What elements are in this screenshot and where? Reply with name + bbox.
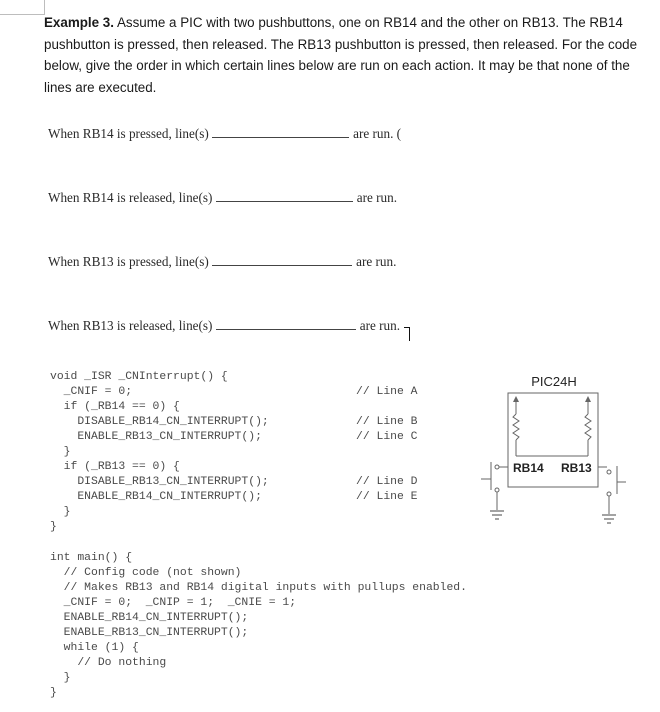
line-b-comment: // Line B	[356, 416, 418, 428]
code-line: }	[50, 506, 71, 518]
intro-line-3: below, give the order in which certain lines below are run on each action. It may be that none of the	[44, 58, 630, 74]
line-c-comment: // Line C	[356, 431, 418, 443]
code-line: // Config code (not shown)	[50, 567, 242, 579]
code-line: // Makes RB13 and RB14 digital inputs with pullups enabled.	[50, 582, 467, 594]
pin-label-rb13: RB13	[561, 461, 592, 475]
code-line: }	[50, 672, 71, 684]
answer-blank-rb13-pressed[interactable]	[212, 264, 352, 266]
code-line: }	[50, 687, 57, 699]
ground-icon	[602, 515, 616, 523]
question-rb14-pressed: When RB14 is pressed, line(s) are run. (	[48, 126, 402, 141]
code-line: // Do nothing	[50, 657, 167, 669]
ground-icon	[490, 511, 504, 519]
question-rb13-released: When RB13 is released, line(s) are run.	[48, 318, 401, 333]
code-line: void _ISR _CNInterrupt() {	[50, 371, 228, 383]
vdd-arrow-icon	[585, 396, 591, 402]
pullup-resistor-rb14	[513, 400, 519, 456]
pushbutton-rb14	[481, 462, 508, 510]
code-line: DISABLE_RB13_CN_INTERRUPT();	[50, 476, 269, 488]
code-line: _CNIF = 0; _CNIP = 1; _CNIE = 1;	[50, 597, 297, 609]
isr-code-block	[50, 370, 269, 535]
code-line: ENABLE_RB14_CN_INTERRUPT();	[50, 612, 249, 624]
question-rb14-released: When RB14 is released, line(s) are run.	[48, 190, 398, 205]
code-line: int main() {	[50, 552, 133, 564]
example-label: Example 3.	[44, 15, 114, 30]
main-code-block	[50, 551, 467, 701]
intro-line-4: lines are executed.	[44, 79, 157, 95]
pushbutton-circuit-diagram	[470, 366, 640, 532]
text-cursor	[409, 327, 410, 341]
code-line: ENABLE_RB13_CN_INTERRUPT();	[50, 431, 262, 443]
page-corner-mark	[0, 0, 45, 15]
code-line: ENABLE_RB14_CN_INTERRUPT();	[50, 491, 262, 503]
code-line: if (_RB14 == 0) {	[50, 401, 180, 413]
code-line: ENABLE_RB13_CN_INTERRUPT();	[50, 627, 249, 639]
pin-label-rb14: RB14	[513, 461, 544, 475]
code-line: while (1) {	[50, 642, 139, 654]
problem-statement	[44, 12, 660, 98]
question-rb13-pressed: When RB13 is pressed, line(s) are run.	[48, 254, 397, 269]
line-a-comment: // Line A	[356, 386, 418, 398]
answer-blank-rb13-released[interactable]	[216, 328, 356, 330]
pushbutton-rb13	[598, 466, 626, 514]
chip-label: PIC24H	[531, 374, 577, 389]
answer-blank-rb14-released[interactable]	[216, 200, 353, 202]
code-line: _CNIF = 0;	[50, 386, 133, 398]
line-e-comment: // Line E	[356, 491, 418, 503]
code-line: }	[50, 521, 57, 533]
intro-line-2: pushbutton is pressed, then released. The RB13 pushbutton is pressed, then released. For the code	[44, 36, 638, 52]
intro-line-1: Example 3. Assume a PIC with two pushbuttons, one on RB14 and the other on RB13. The RB14	[44, 15, 623, 30]
vdd-arrow-icon	[513, 396, 519, 402]
code-line: if (_RB13 == 0) {	[50, 461, 180, 473]
pullup-resistor-rb13	[585, 400, 591, 456]
code-line: DISABLE_RB14_CN_INTERRUPT();	[50, 416, 269, 428]
line-d-comment: // Line D	[356, 476, 418, 488]
answer-blank-rb14-pressed[interactable]	[212, 136, 349, 138]
code-line: }	[50, 446, 71, 458]
